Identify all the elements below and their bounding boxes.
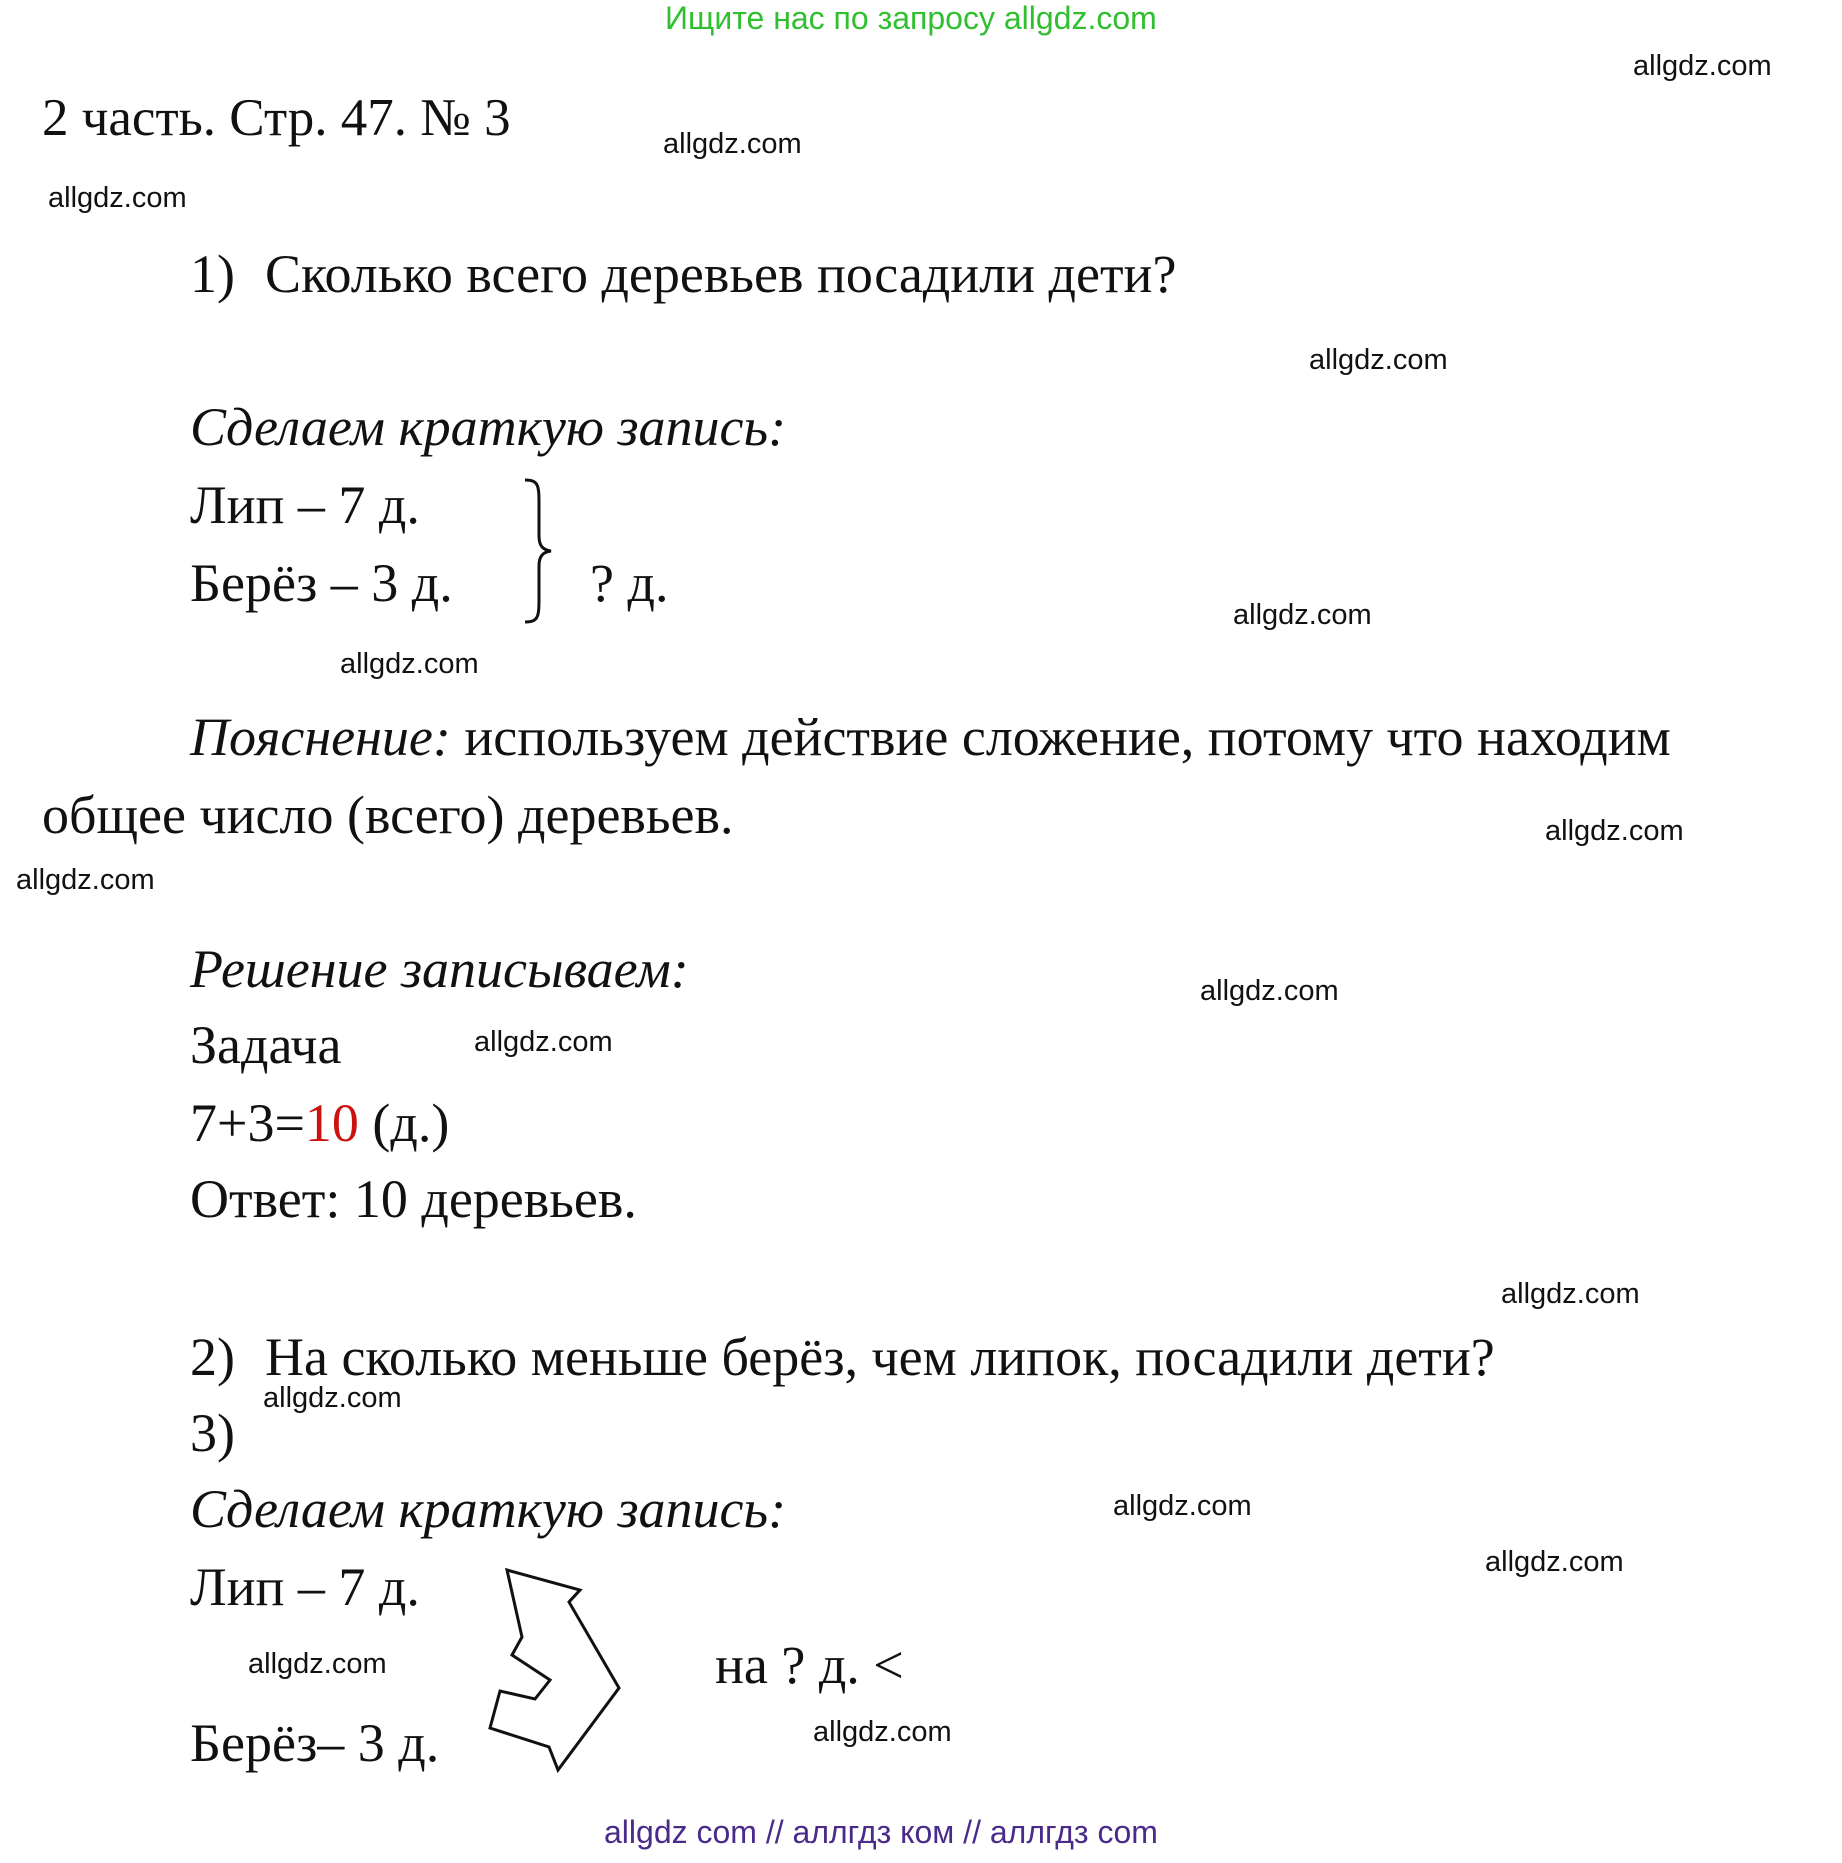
question-2-number: 2): [190, 1327, 235, 1387]
question-3-number: 3): [190, 1403, 235, 1463]
watermark: allgdz.com: [1633, 50, 1772, 82]
short-note-label-2: Сделаем краткую запись:: [190, 1479, 787, 1539]
watermark: allgdz.com: [1113, 1490, 1252, 1522]
short-note-label-1: Сделаем краткую запись:: [190, 397, 787, 457]
equation: [190, 1093, 450, 1153]
question-2-text: На сколько меньше берёз, чем липок, посадили дети?: [265, 1327, 1495, 1387]
watermark: allgdz.com: [263, 1382, 402, 1414]
watermark: allgdz.com: [1545, 815, 1684, 847]
equation-left: 7+3=: [190, 1093, 305, 1153]
watermark: allgdz.com: [813, 1716, 952, 1748]
note1-line1: Лип – 7 д.: [190, 475, 420, 535]
answer-text: Ответ: 10 деревьев.: [190, 1169, 637, 1229]
solution-label: Решение записываем:: [190, 939, 689, 999]
watermark: allgdz.com: [48, 182, 187, 214]
note2-line2: Берёз– 3 д.: [190, 1713, 440, 1773]
double-arrow-icon: [485, 1565, 625, 1780]
watermark: allgdz.com: [663, 128, 802, 160]
watermark: allgdz.com: [1233, 599, 1372, 631]
equation-unit: (д.): [372, 1093, 450, 1153]
explanation-line-2: общее число (всего) деревьев.: [42, 785, 734, 845]
watermark: allgdz.com: [1501, 1278, 1640, 1310]
watermark: allgdz.com: [16, 864, 155, 896]
bottom-banner: allgdz com // аллгдз ком // аллгдз com: [604, 1814, 1158, 1850]
question-1-number: 1): [190, 244, 235, 304]
note1-question: ? д.: [590, 553, 669, 613]
explanation-text-1: используем действие сложение, потому что находим: [464, 707, 1671, 767]
question-1-text: Сколько всего деревьев посадили дети?: [265, 244, 1177, 304]
top-banner: Ищите нас по запросу allgdz.com: [665, 0, 1157, 36]
note2-question: на ? д. <: [715, 1635, 904, 1695]
page-title: 2 часть. Стр. 47. № 3: [42, 89, 511, 147]
curly-brace-icon: [515, 476, 555, 626]
watermark: allgdz.com: [1200, 975, 1339, 1007]
watermark: allgdz.com: [474, 1026, 613, 1058]
task-label: Задача: [190, 1015, 342, 1075]
equation-result: 10: [304, 1093, 359, 1153]
watermark: allgdz.com: [248, 1648, 387, 1680]
watermark: allgdz.com: [1485, 1546, 1624, 1578]
watermark: allgdz.com: [340, 648, 479, 680]
explanation-line-1: [190, 707, 1671, 767]
watermark: allgdz.com: [1309, 344, 1448, 376]
explanation-label: Пояснение:: [190, 707, 451, 767]
note1-line2: Берёз – 3 д.: [190, 553, 453, 613]
note2-line1: Лип – 7 д.: [190, 1557, 420, 1617]
